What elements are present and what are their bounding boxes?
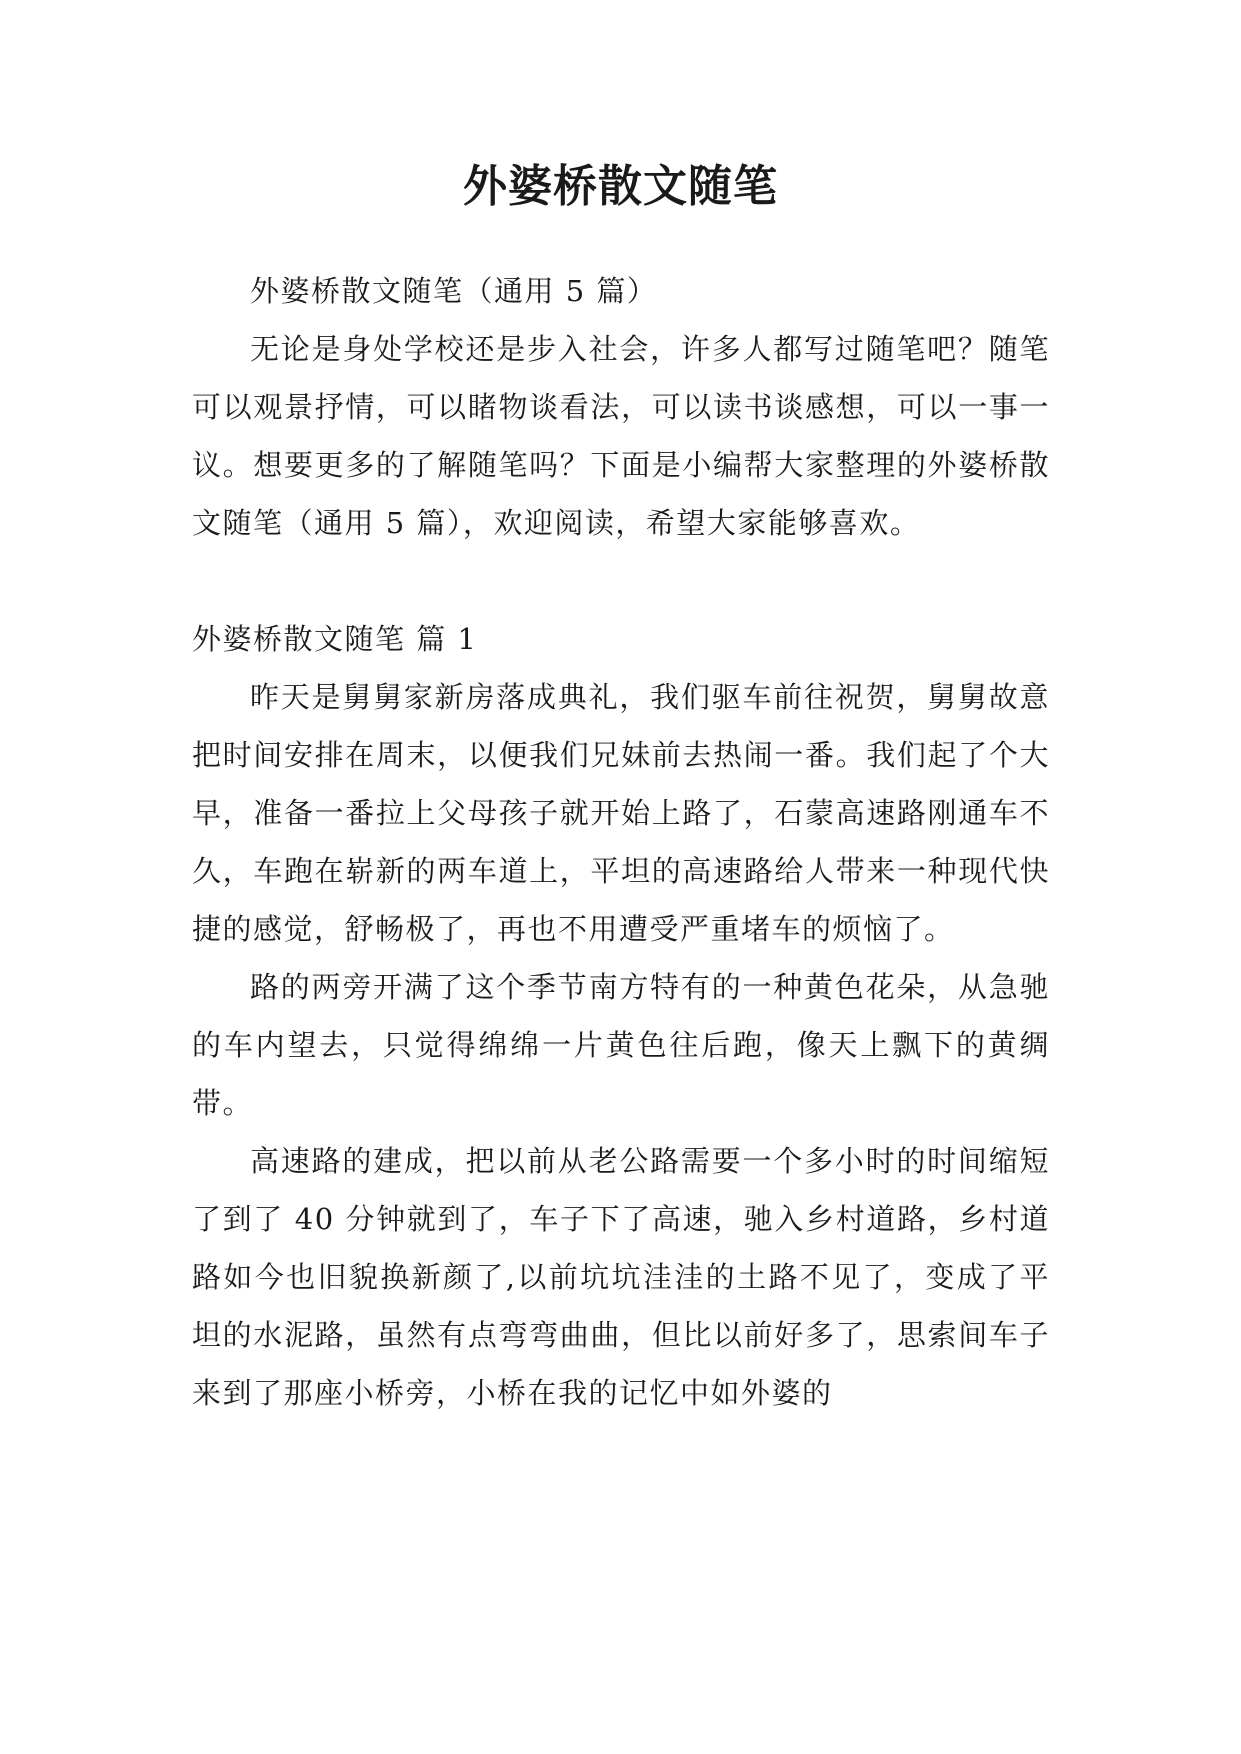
- section-heading: 外婆桥散文随笔 篇 1: [192, 622, 478, 656]
- body-paragraph: 路的两旁开满了这个季节南方特有的一种黄色花朵，从急驰的车内望去，只觉得绵绵一片黄色往后跑，像天上飘下的黄绸带。: [192, 970, 1050, 1120]
- document-subtitle: 外婆桥散文随笔（通用 5 篇）: [250, 274, 658, 308]
- body-paragraph: 高速路的建成，把以前从老公路需要一个多小时的时间缩短了到了 40 分钟就到了，车子下了高速，驰入乡村道路，乡村道路如今也旧貌换新颜了,以前坑坑洼洼的土路不见了，变成了平坦的水泥路，虽然有点弯弯曲曲，但比以前好多了，思索间车子来到了那座小桥旁，小桥在我的记忆中如外婆的: [192, 1144, 1050, 1410]
- document-body: [192, 262, 1050, 1422]
- body-paragraph: 昨天是舅舅家新房落成典礼，我们驱车前往祝贺，舅舅故意把时间安排在周末，以便我们兄妹前去热闹一番。我们起了个大早，准备一番拉上父母孩子就开始上路了，石蒙高速路刚通车不久，车跑在崭新的两车道上，平坦的高速路给人带来一种现代快捷的感觉，舒畅极了，再也不用遭受严重堵车的烦恼了。: [192, 680, 1050, 946]
- document-title: 外婆桥散文随笔: [463, 161, 778, 212]
- intro-paragraph: 无论是身处学校还是步入社会，许多人都写过随笔吧？随笔可以观景抒情，可以睹物谈看法，可以读书谈感想，可以一事一议。想要更多的了解随笔吗？下面是小编帮大家整理的外婆桥散文随笔（通用 5 篇），欢迎阅读，希望大家能够喜欢。: [192, 332, 1050, 540]
